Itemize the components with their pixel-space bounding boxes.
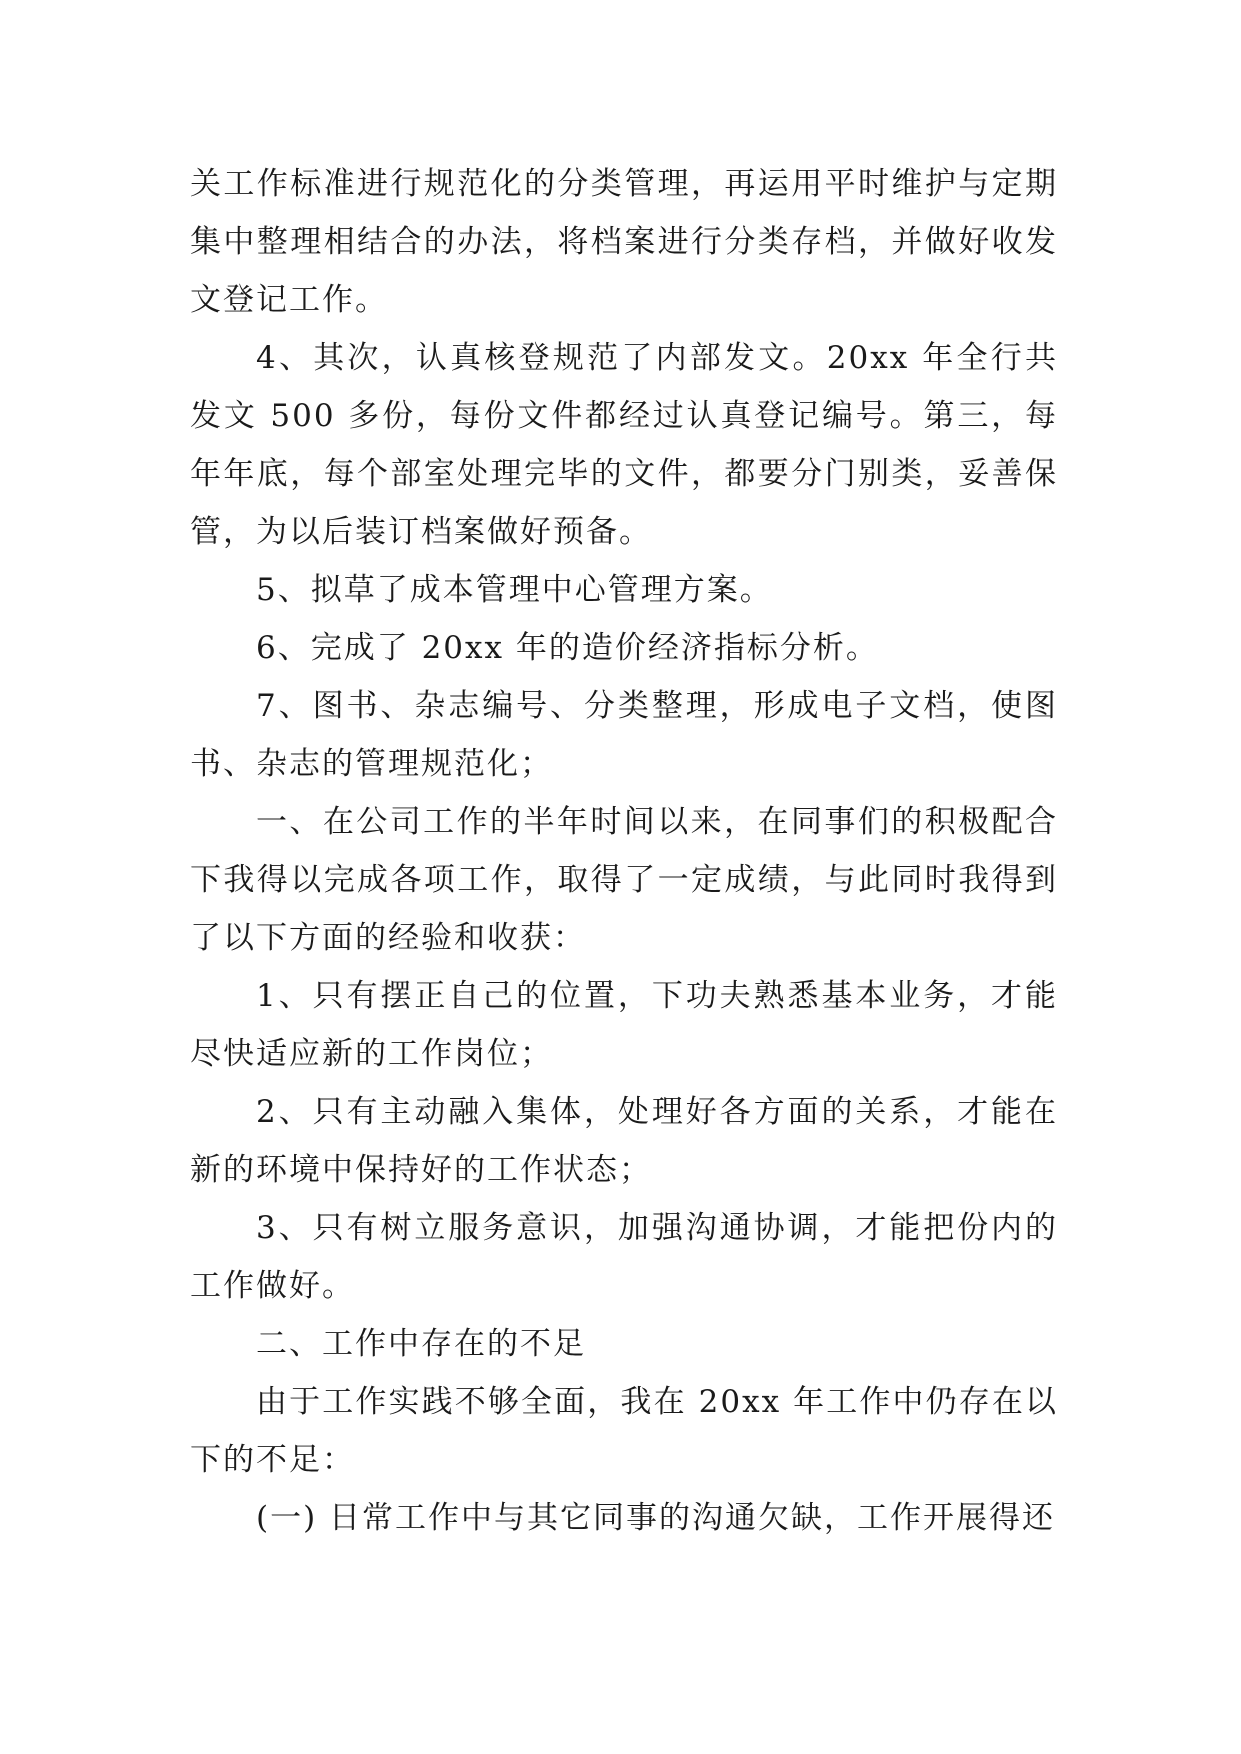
paragraph-item-5: 5、拟草了成本管理中心管理方案。 xyxy=(256,572,773,608)
paragraph-experience-2: 2、只有主动融入集体，处理好各方面的关系，才能在新的环境中保持好的工作状态； xyxy=(190,1094,1058,1188)
paragraph-archive-management: 关工作标准进行规范化的分类管理，再运用平时维护与定期集中整理相结合的办法，将档案进行分类存档，并做好收发文登记工作。 xyxy=(190,166,1058,318)
paragraph-item-6: 6、完成了 20xx 年的造价经济指标分析。 xyxy=(256,630,879,666)
paragraph-experience-3: 3、只有树立服务意识，加强沟通协调，才能把份内的工作做好。 xyxy=(190,1210,1058,1304)
document-body xyxy=(190,155,1058,1547)
paragraph-experience-1: 1、只有摆正自己的位置，下功夫熟悉基本业务，才能尽快适应新的工作岗位； xyxy=(190,978,1058,1072)
section-heading-two: 二、工作中存在的不足 xyxy=(256,1326,586,1362)
section-heading-one: 一、在公司工作的半年时间以来，在同事们的积极配合下我得以完成各项工作，取得了一定成绩，与此同时我得到了以下方面的经验和收获： xyxy=(190,804,1058,956)
paragraph-shortcoming-1: (一) 日常工作中与其它同事的沟通欠缺，工作开展得还 xyxy=(256,1500,1056,1536)
paragraph-shortcomings-intro: 由于工作实践不够全面，我在 20xx 年工作中仍存在以下的不足： xyxy=(190,1384,1058,1478)
paragraph-item-7: 7、图书、杂志编号、分类整理，形成电子文档，使图书、杂志的管理规范化； xyxy=(190,688,1058,782)
paragraph-item-4: 4、其次，认真核登规范了内部发文。20xx 年全行共发文 500 多份，每份文件都经过认真登记编号。第三，每年年底，每个部室处理完毕的文件，都要分门别类，妥善保管，为以后装订档案做好预备。 xyxy=(190,340,1058,550)
